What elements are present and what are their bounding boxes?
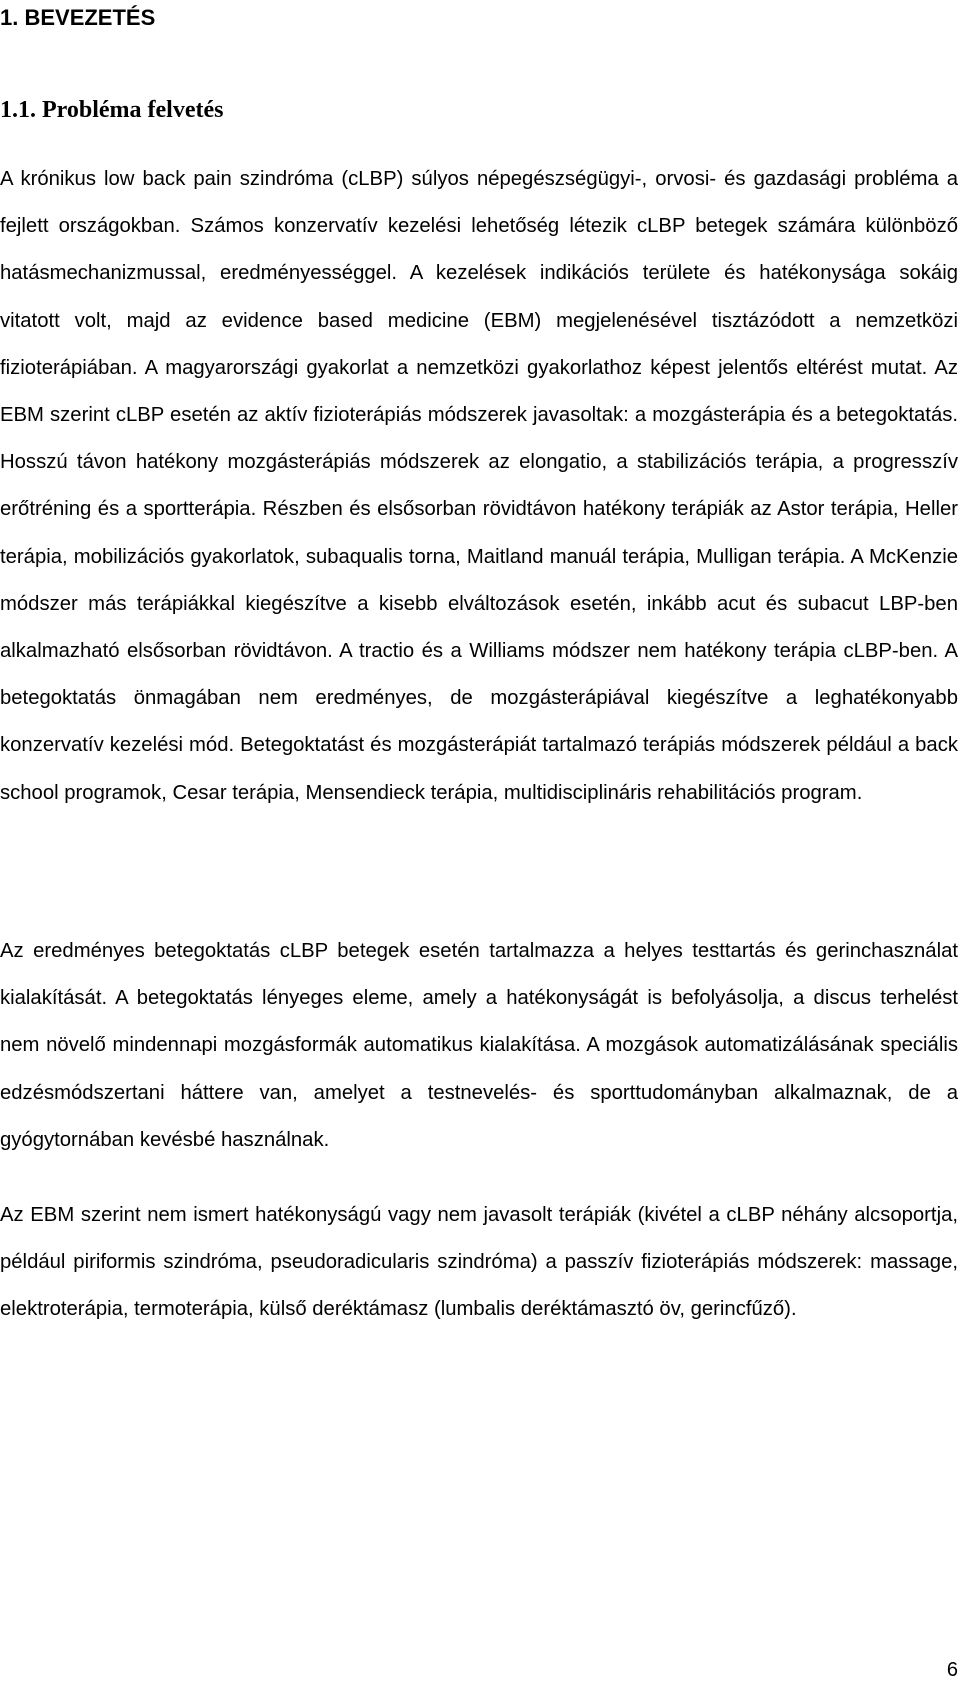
page-number: 6	[946, 1659, 958, 1681]
paragraph-3: Az EBM szerint nem ismert hatékonyságú vagy nem javasolt terápiák (kivétel a cLBP néhány alcsoportja, például piriformis szindróma, pseudoradicularis szindróma) a passzív fizioterápiás módszerek: massage, elektroterápia, termoterápia, külső deréktámasz (lumbalis deréktámasztó öv, gerincfűző).	[0, 1204, 958, 1321]
chapter-heading: 1. BEVEZETÉS	[0, 5, 156, 30]
section-heading: 1.1. Probléma felvetés	[0, 97, 224, 123]
paragraph-2: Az eredményes betegoktatás cLBP betegek esetén tartalmazza a helyes testtartás és gerinchasználat kialakítását. A betegoktatás lényeges eleme, amely a hatékonyságát is befolyásolja, a discus terhelést nem növelő mindennapi mozgásformák automatikus kialakítása. A mozgások automatizálásának speciális edzésmódszertani háttere van, amelyet a testnevelés- és sporttudományban alkalmaznak, de a gyógytornában kevésbé használnak.	[0, 940, 958, 1151]
paragraph-1: A krónikus low back pain szindróma (cLBP) súlyos népegészségügyi-, orvosi- és gazdasági probléma a fejlett országokban. Számos konzervatív kezelési lehetőség létezik cLBP betegek számára különböző hatásmechanizmussal, eredményességgel. A kezelések indikációs területe és hatékonysága sokáig vitatott volt, majd az evidence based medicine (EBM) megjelenésével tisztázódott a nemzetközi fizioterápiában. A magyarországi gyakorlat a nemzetközi gyakorlathoz képest jelentős eltérést mutat. Az EBM szerint cLBP esetén az aktív fizioterápiás módszerek javasoltak: a mozgásterápia és a betegoktatás. Hosszú távon hatékony mozgásterápiás módszerek az elongatio, a stabilizációs terápia, a progresszív erőtréning és a sportterápia. Részben és elsősorban rövidtávon hatékony terápiák az Astor terápia, Heller terápia, mobilizációs gyakorlatok, subaqualis torna, Maitland manuál terápia, Mulligan terápia. A McKenzie módszer más terápiákkal kiegészítve a kisebb elváltozások esetén, inkább acut és subacut LBP-ben alkalmazható elsősorban rövidtávon. A tractio és a Williams módszer nem hatékony terápia cLBP-ben. A betegoktatás önmagában nem eredményes, de mozgásterápiával kiegészítve a leghatékonyabb konzervatív kezelési mód. Betegoktatást és mozgásterápiát tartalmazó terápiás módszerek például a back school programok, Cesar terápia, Mensendieck terápia, multidisciplináris rehabilitációs program.	[0, 168, 958, 804]
